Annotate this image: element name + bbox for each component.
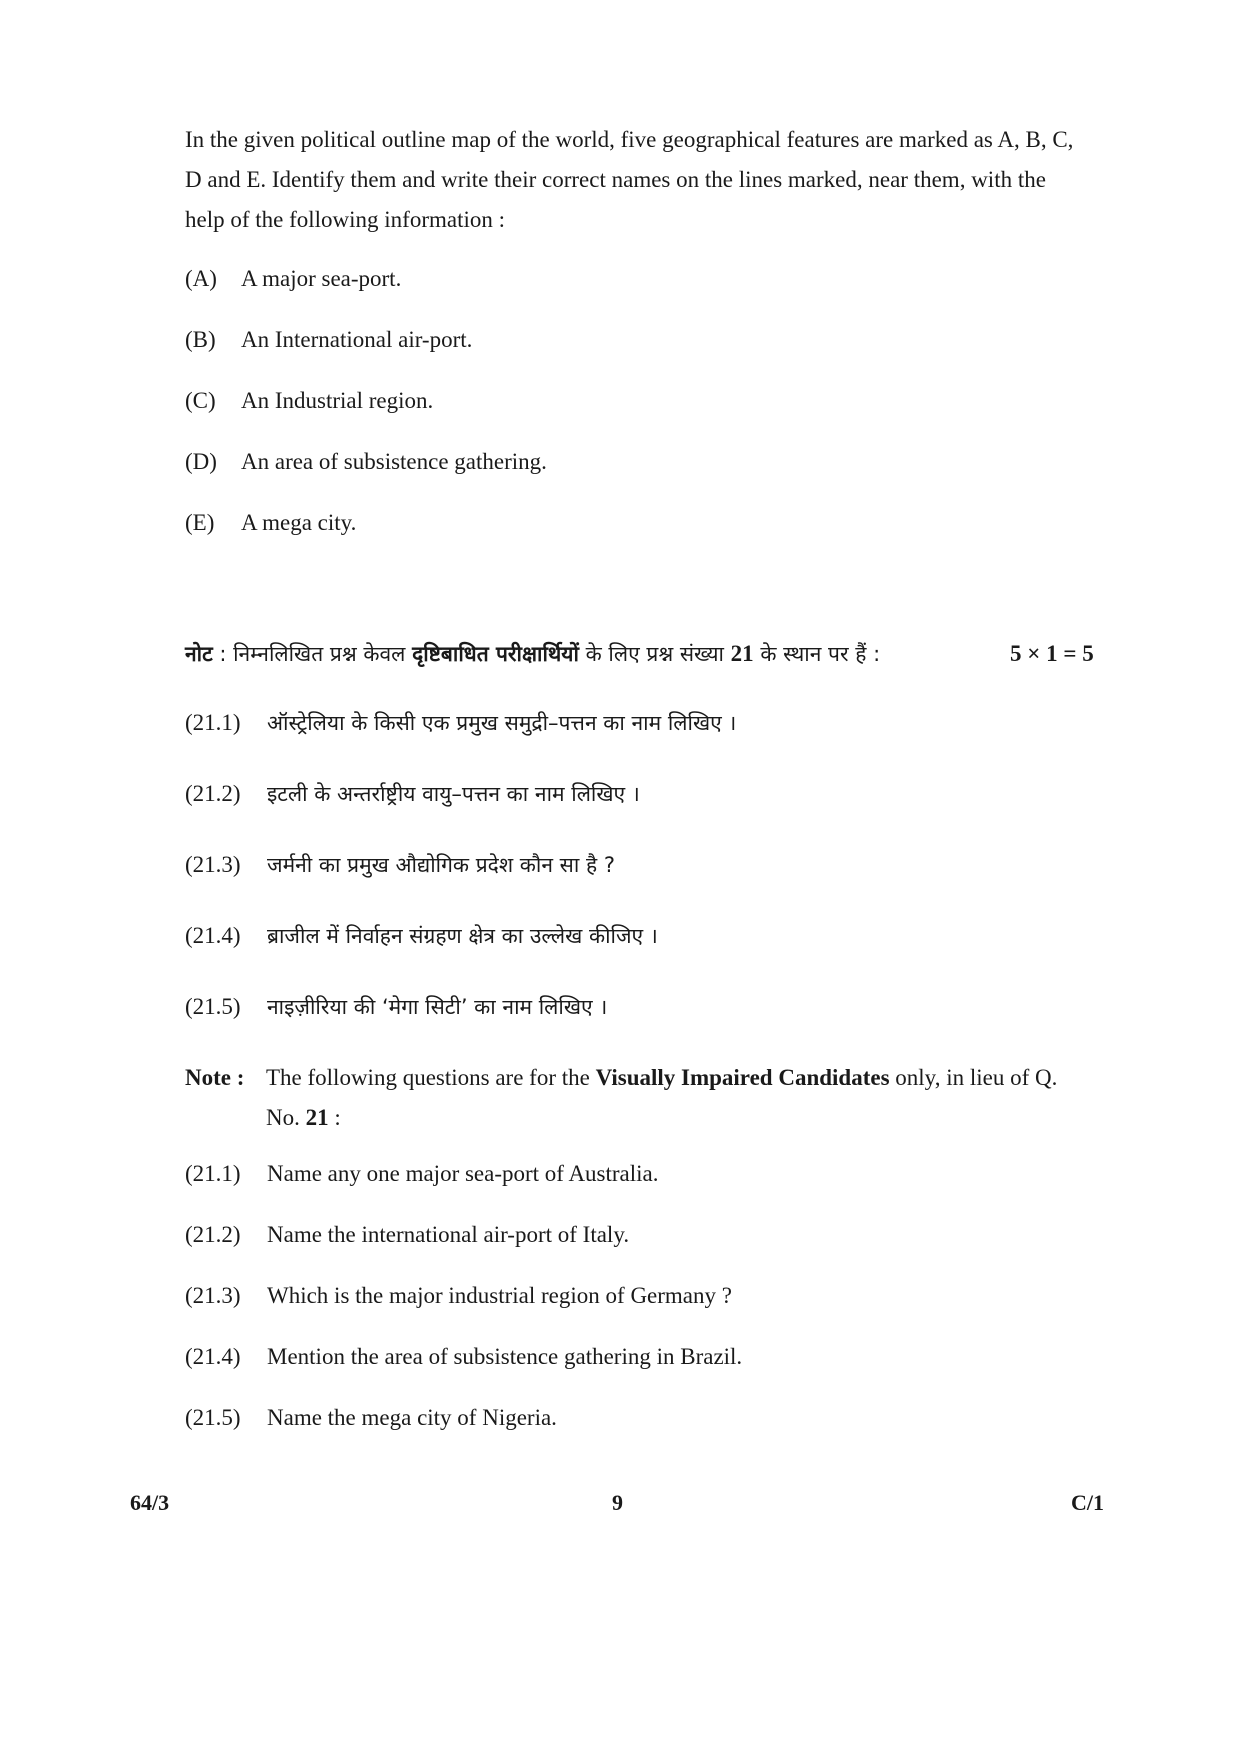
map-question-intro: In the given political outline map of the world, five geographical features are marked as A, B, C, D and E. Identify them and write their correct names on the lines marked, near them, with the help of the following information : (185, 127, 1074, 232)
question-text: Which is the major industrial region of Germany ? (267, 1283, 732, 1308)
question-text: Mention the area of subsistence gathering in Brazil. (267, 1344, 743, 1369)
english-note-text-1: The following questions are for the (266, 1065, 596, 1090)
option-label: (C) (185, 388, 216, 413)
option-label: (A) (185, 266, 217, 291)
hindi-note-text-1: : निम्नलिखित प्रश्न केवल (212, 642, 413, 666)
option-text: An International air-port. (241, 327, 473, 352)
question-text: ऑस्ट्रेलिया के किसी एक प्रमुख समुद्री–पत्तन का नाम लिखिए । (267, 711, 737, 735)
hindi-note-emphasis: दृष्टिबाधित परीक्षार्थियों (412, 642, 579, 666)
english-note-emphasis: Visually Impaired Candidates (595, 1065, 890, 1090)
question-text: Name the mega city of Nigeria. (267, 1405, 557, 1430)
hindi-note-text-2: के लिए प्रश्न संख्या (578, 642, 731, 666)
english-note-body (266, 1058, 1066, 1138)
english-note-label: Note : (185, 1065, 245, 1090)
question-number: (21.4) (185, 1344, 241, 1369)
set-code: C/1 (1071, 1490, 1104, 1515)
option-text: A major sea-port. (241, 266, 402, 291)
question-number: (21.5) (185, 1405, 241, 1430)
question-number: (21.1) (185, 710, 241, 735)
english-note-qno: 21 (305, 1105, 329, 1130)
question-number: (21.3) (185, 852, 241, 877)
hindi-note-qno: 21 (730, 641, 754, 666)
page-number: 9 (612, 1490, 623, 1515)
option-label: (B) (185, 327, 216, 352)
question-text: ब्राजील में निर्वाहन संग्रहण क्षेत्र का उल्लेख कीजिए । (267, 924, 658, 948)
option-label: (D) (185, 449, 217, 474)
question-number: (21.3) (185, 1283, 241, 1308)
option-text: An Industrial region. (241, 388, 434, 413)
question-text: जर्मनी का प्रमुख औद्योगिक प्रदेश कौन सा है ? (267, 853, 615, 877)
question-text: Name any one major sea-port of Australia. (267, 1161, 659, 1186)
question-number: (21.4) (185, 923, 241, 948)
question-number: (21.2) (185, 1222, 241, 1247)
option-label: (E) (185, 510, 215, 535)
option-text: An area of subsistence gathering. (241, 449, 547, 474)
hindi-note (185, 638, 1105, 670)
question-text: Name the international air-port of Italy. (267, 1222, 630, 1247)
question-number: (21.1) (185, 1161, 241, 1186)
question-text: नाइज़ीरिया की ‘मेगा सिटी’ का नाम लिखिए । (267, 995, 608, 1019)
english-note-text-2: only, in lieu of Q. No. (266, 1065, 1058, 1130)
hindi-note-text-3: के स्थान पर हैं : (753, 642, 881, 666)
marks-allocation: 5 × 1 = 5 (1010, 641, 1094, 666)
question-text: इटली के अन्तर्राष्ट्रीय वायु–पत्तन का नाम लिखिए । (267, 782, 640, 806)
question-number: (21.2) (185, 781, 241, 806)
paper-code: 64/3 (130, 1490, 170, 1515)
option-text: A mega city. (241, 510, 357, 535)
hindi-note-prefix: नोट (185, 642, 213, 666)
english-note-text-3: : (328, 1105, 341, 1130)
question-number: (21.5) (185, 994, 241, 1019)
